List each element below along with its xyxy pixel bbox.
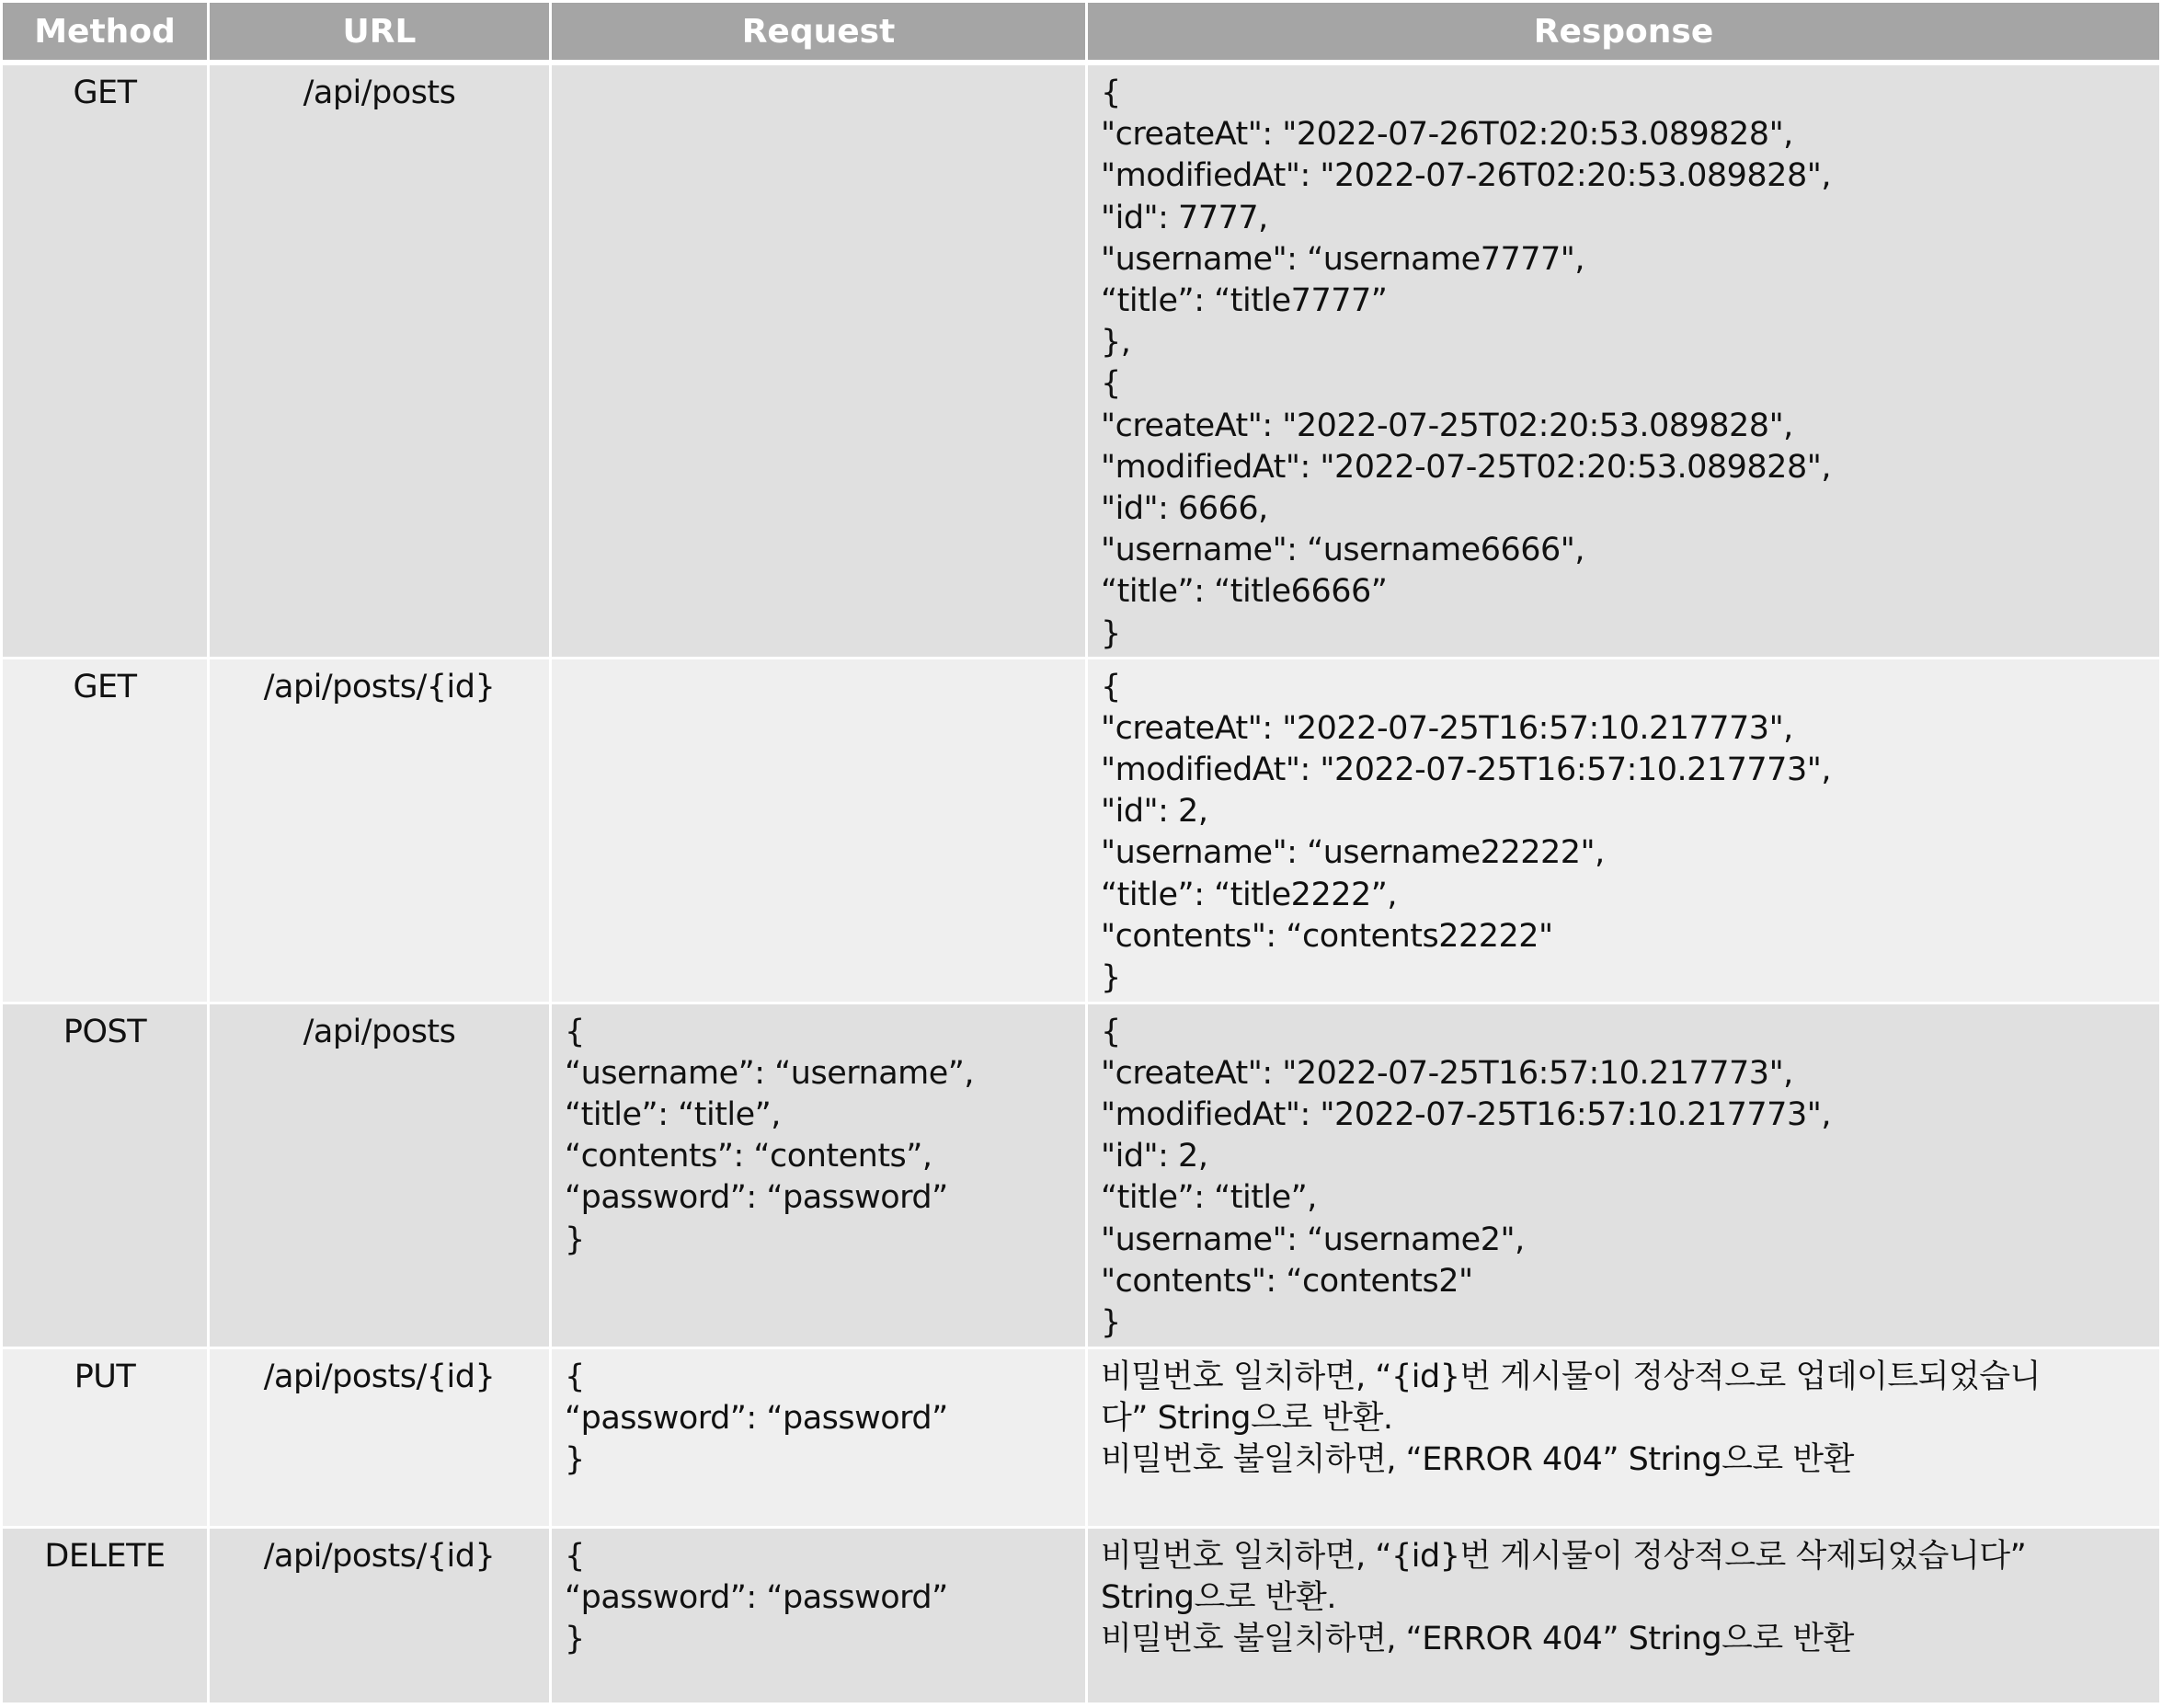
response-line: {	[1101, 365, 1121, 403]
response-line: "modifiedAt": "2022-07-26T02:20:53.089828",	[1101, 157, 1831, 195]
url-cell: /api/posts/{id}	[209, 1527, 551, 1703]
response-line: “title”: “title2222”,	[1101, 876, 1397, 913]
table-row	[2, 1527, 2161, 1703]
request-line: {	[565, 1537, 585, 1575]
response-line: "modifiedAt": "2022-07-25T16:57:10.217773",	[1101, 1095, 1831, 1133]
url-cell: /api/posts/{id}	[209, 1347, 551, 1527]
request-line: “password”: “password”	[565, 1578, 948, 1616]
table-row	[2, 658, 2161, 1003]
response-line: {	[1101, 75, 1121, 111]
response-line: "id": 2,	[1101, 1138, 1208, 1175]
response-line: "username": “username6666",	[1101, 532, 1585, 569]
response-line: "modifiedAt": "2022-07-25T02:20:53.089828",	[1101, 448, 1831, 486]
table-row	[2, 63, 2161, 658]
request-cell	[551, 1527, 1087, 1703]
response-cell	[1087, 1527, 2161, 1703]
header-response: Response	[1087, 2, 2161, 63]
response-line: "id": 2,	[1101, 793, 1208, 831]
request-line: }	[565, 1440, 585, 1478]
table-row	[2, 1003, 2161, 1347]
request-cell	[551, 63, 1087, 658]
response-line: }	[1101, 614, 1121, 652]
header-method: Method	[2, 2, 209, 63]
url-cell: /api/posts/{id}	[209, 658, 551, 1003]
response-line: 비밀번호 일치하면, “{id}번 게시물이 정상적으로 업데이트되었습니	[1101, 1358, 2041, 1395]
table-row	[2, 1347, 2161, 1527]
response-line: 비밀번호 불일치하면, “ERROR 404” String으로 반환	[1101, 1440, 1854, 1478]
response-line: 비밀번호 불일치하면, “ERROR 404” String으로 반환	[1101, 1620, 1854, 1657]
method-cell: POST	[2, 1003, 209, 1347]
response-line: “title”: “title7777”	[1101, 282, 1388, 320]
response-line: {	[1101, 668, 1121, 705]
response-line: String으로 반환.	[1101, 1578, 1336, 1616]
response-line: "id": 6666,	[1101, 490, 1268, 528]
table-body	[2, 63, 2161, 1703]
method-cell: PUT	[2, 1347, 209, 1527]
header-row	[2, 2, 2161, 63]
response-line: "createAt": "2022-07-25T02:20:53.089828",	[1101, 407, 1793, 444]
request-line: “username”: “username”,	[565, 1054, 975, 1092]
request-line: }	[565, 1221, 585, 1258]
response-line: “title”: “title6666”	[1101, 573, 1388, 611]
request-line: }	[565, 1620, 585, 1657]
response-line: "createAt": "2022-07-25T16:57:10.217773",	[1101, 1054, 1793, 1092]
request-line: “contents”: “contents”,	[565, 1138, 932, 1175]
response-line: "username": “username22222",	[1101, 834, 1605, 872]
response-line: 비밀번호 일치하면, “{id}번 게시물이 정상적으로 삭제되었습니다”	[1101, 1537, 2027, 1575]
method-cell: GET	[2, 63, 209, 658]
response-line: 다” String으로 반환.	[1101, 1399, 1393, 1437]
request-cell	[551, 1003, 1087, 1347]
response-line: }	[1101, 1303, 1121, 1341]
response-line: "username": “username7777",	[1101, 240, 1585, 278]
request-line: “title”: “title”,	[565, 1095, 781, 1133]
response-cell	[1087, 1003, 2161, 1347]
response-line: "createAt": "2022-07-25T16:57:10.217773",	[1101, 709, 1793, 747]
request-line: “password”: “password”	[565, 1179, 948, 1217]
response-line: },	[1101, 324, 1131, 361]
request-line: {	[565, 1013, 585, 1050]
response-cell	[1087, 63, 2161, 658]
response-line: “title”: “title”,	[1101, 1179, 1317, 1217]
response-line: "createAt": "2022-07-26T02:20:53.089828",	[1101, 116, 1793, 154]
method-cell: GET	[2, 658, 209, 1003]
header-url: URL	[209, 2, 551, 63]
url-cell: /api/posts	[209, 63, 551, 658]
response-line: }	[1101, 958, 1121, 996]
request-cell	[551, 658, 1087, 1003]
response-cell	[1087, 658, 2161, 1003]
response-line: "contents": “contents2"	[1101, 1262, 1473, 1300]
response-line: "contents": “contents22222"	[1101, 917, 1553, 955]
method-cell: DELETE	[2, 1527, 209, 1703]
request-cell	[551, 1347, 1087, 1527]
response-line: "username": “username2",	[1101, 1221, 1525, 1258]
request-line: {	[565, 1358, 585, 1395]
response-line: "id": 7777,	[1101, 199, 1268, 236]
header-request: Request	[551, 2, 1087, 63]
request-line: “password”: “password”	[565, 1399, 948, 1437]
response-line: "modifiedAt": "2022-07-25T16:57:10.217773",	[1101, 751, 1831, 788]
url-cell: /api/posts	[209, 1003, 551, 1347]
response-line: {	[1101, 1013, 1121, 1050]
response-cell	[1087, 1347, 2161, 1527]
